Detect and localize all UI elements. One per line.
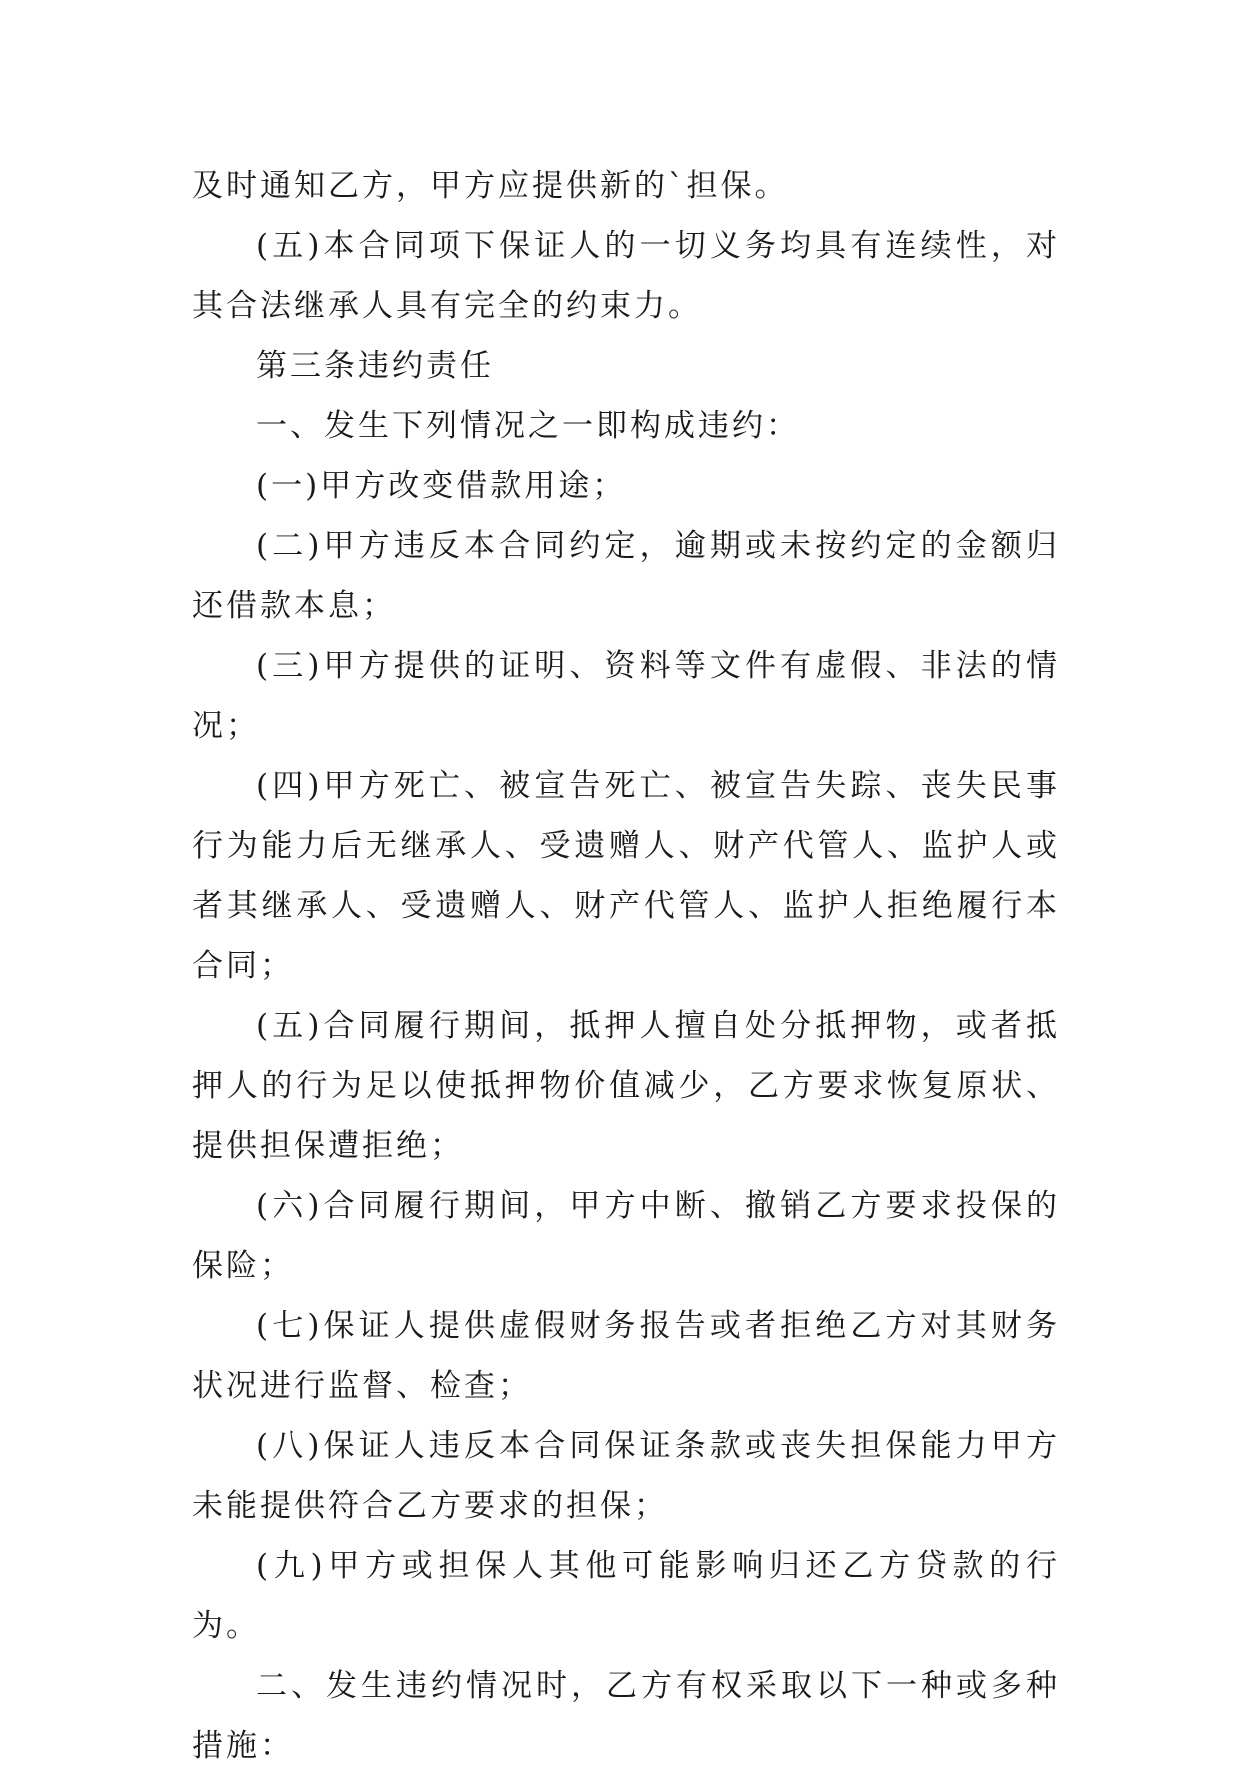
paragraph-section-2: 二、发生违约情况时，乙方有权采取以下一种或多种措施： [192, 1668, 1060, 1764]
paragraph-item-7: (七)保证人提供虚假财务报告或者拒绝乙方对其财务状况进行监督、检查； [192, 1308, 1060, 1404]
paragraph-item-9: (九)甲方或担保人其他可能影响归还乙方贷款的行为。 [192, 1548, 1060, 1644]
paragraph-item-3: (三)甲方提供的证明、资料等文件有虚假、非法的情况； [192, 648, 1060, 744]
paragraph-item-8: (八)保证人违反本合同保证条款或丧失担保能力甲方未能提供符合乙方要求的担保； [192, 1428, 1060, 1524]
paragraph-item-5: (五)合同履行期间，抵押人擅自处分抵押物，或者抵押人的行为足以使抵押物价值减少，乙方要求恢复原状、提供担保遭拒绝； [192, 1008, 1060, 1164]
paragraph-clause-5: (五)本合同项下保证人的一切义务均具有连续性，对其合法继承人具有完全的约束力。 [192, 228, 1060, 324]
paragraph-item-1: (一)甲方改变借款用途； [256, 468, 627, 504]
article-3-heading: 第三条违约责任 [256, 348, 494, 384]
paragraph-item-2: (二)甲方违反本合同约定，逾期或未按约定的金额归还借款本息； [192, 528, 1060, 624]
paragraph-item-4: (四)甲方死亡、被宣告死亡、被宣告失踪、丧失民事行为能力后无继承人、受遗赠人、财产代管人、监护人或者其继承人、受遗赠人、财产代管人、监护人拒绝履行本合同； [192, 768, 1060, 984]
paragraph-item-6: (六)合同履行期间，甲方中断、撤销乙方要求投保的保险； [192, 1188, 1060, 1284]
paragraph-section-1: 一、发生下列情况之一即构成违约： [256, 408, 800, 444]
document-body [192, 156, 1060, 1776]
paragraph-continuation: 及时通知乙方，甲方应提供新的`担保。 [192, 168, 789, 204]
